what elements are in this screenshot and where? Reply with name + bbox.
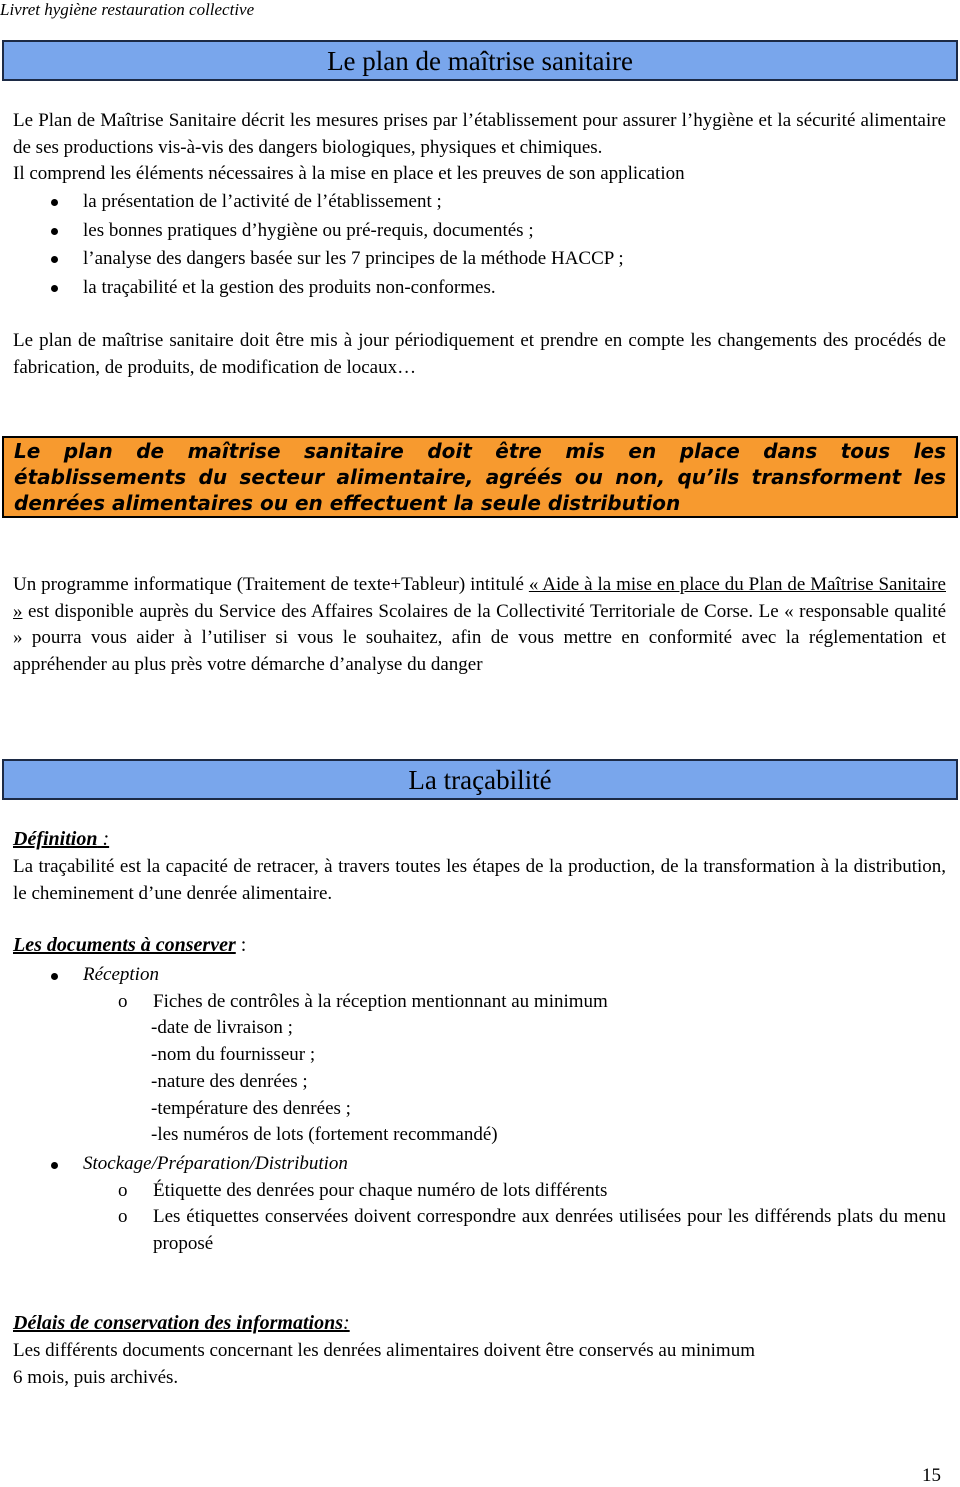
retention-line: 6 mois, puis archivés. [13,1366,179,1388]
program-paragraph [13,572,946,678]
list-item: Réception [13,962,946,989]
list-item-text: Fiches de contrôles à la réception mentionnant au minimum [153,990,608,1012]
list-item-text: Étiquette des denrées pour chaque numéro de lots différents [153,1179,608,1201]
list-item [13,1204,946,1257]
retention-heading-text: Délais de conservation des informations [13,1312,344,1334]
heading-colon: : [235,934,247,956]
callout-line: Le plan de maîtrise sanitaire doit être mis en place dans tous les [14,439,946,463]
section-title: Le plan de maîtrise sanitaire [327,46,633,76]
callout-line: établissements du secteur alimentaire, agréés ou non, qu’ils transforment les [14,465,946,489]
list-item: la traçabilité et la gestion des produits non-conformes. [13,274,946,303]
program-text: Un programme informatique (Traitement de texte+Tableur) intitulé [13,574,529,595]
list-item [13,989,946,1016]
list-item: Stockage/Préparation/Distribution [13,1151,946,1178]
documents-list [13,962,946,1258]
program-title: « Aide à la mise en place du Plan de Maîtrise Sanitaire » [13,574,946,622]
retention-heading [13,1312,350,1335]
list-marker: o [118,1206,128,1228]
list-item [13,1178,946,1205]
retention-line: Les différents documents concernant les denrées alimentaires doivent être conservés au minimum [13,1340,755,1361]
section-title: La traçabilité [408,765,552,795]
list-item: -nature des denrées ; [151,1070,308,1092]
intro-paragraph: Le Plan de Maîtrise Sanitaire décrit les mesures prises par l’établissement pour assurer l’hygiène et la sécurité alimentaire de ses productions vis-à-vis des dangers biologiques, physiques et chimiques. [13,110,946,158]
list-item: -les numéros de lots (fortement recommandé) [151,1124,498,1146]
callout-box [2,436,958,518]
heading-colon: : [343,1312,350,1334]
section-title-banner [2,40,958,81]
page-number: 15 [922,1465,941,1486]
retention-text [13,1338,946,1391]
list-item: l’analyse des dangers basée sur les 7 principes de la méthode HACCP ; [13,245,946,274]
list-item: -nom du fournisseur ; [151,1044,316,1066]
list-item: -température des denrées ; [151,1097,351,1119]
definition-text: La traçabilité est la capacité de retracer, à travers toutes les étapes de la production, de la transformation à la distribution, le cheminement d’une denrée alimentaire. [13,856,946,904]
list-item: -date de livraison ; [151,1017,293,1039]
documents-heading-text: Les documents à conserver [13,934,236,956]
documents-heading [13,934,246,957]
definition-heading-text: Définition [13,828,98,850]
running-header: Livret hygiène restauration collective [0,0,255,19]
list-item: la présentation de l’activité de l’établissement ; [13,188,946,217]
list-item: les bonnes pratiques d’hygiène ou pré-requis, documentés ; [13,217,946,246]
program-text: est disponible auprès du Service des Affaires Scolaires de la Collectivité Territoriale de Corse. Le « responsable qualité » pourra vous aider à l’utiliser si vous le souhaitez, afin de vous mettre en conformité avec la réglementation et appréhender au plus près votre démarche d’analyse du danger [13,600,946,675]
list-item-text: Les étiquettes conservées doivent correspondre aux denrées utilisées pour les différends plats du menu proposé [153,1206,946,1255]
callout-line: denrées alimentaires ou en effectuent la seule distribution [14,491,681,515]
definition-heading [13,828,109,851]
list-marker: o [118,990,128,1012]
section-title-banner [2,759,958,800]
comprises-line: Il comprend les éléments nécessaires à la mise en place et les preuves de son application [13,163,685,184]
update-paragraph: Le plan de maîtrise sanitaire doit être mis à jour périodiquement et prendre en compte les changements des procédés de fabrication, de produits, de modification de locaux… [13,330,946,378]
elements-list [13,188,946,302]
heading-colon: : [97,828,110,850]
list-marker: o [118,1179,128,1201]
